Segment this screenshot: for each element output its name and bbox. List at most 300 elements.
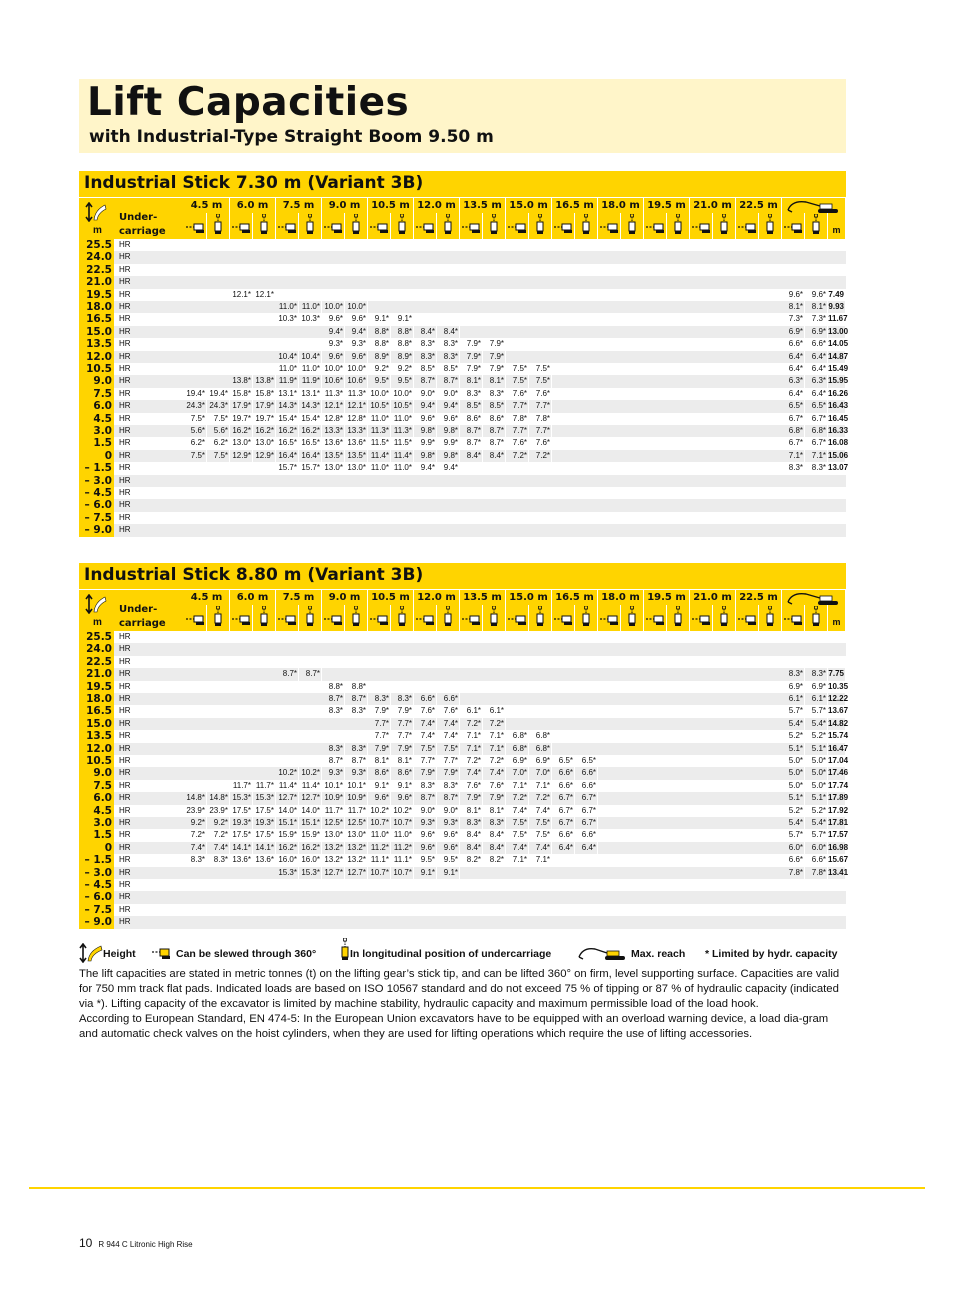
- capacity-slewed: 7.9*: [460, 792, 483, 804]
- height-label: – 3.0: [79, 867, 114, 879]
- longitudinal-header: [759, 213, 782, 239]
- capacity-longitudinal: 7.9*: [483, 338, 506, 350]
- longitudinal-icon: [766, 606, 774, 626]
- capacity-longitudinal: 7.2*: [529, 792, 552, 804]
- slew-icon: [186, 615, 206, 626]
- capacity-slewed: 7.7*: [414, 755, 437, 767]
- capacity-slewed: 8.4*: [460, 842, 483, 854]
- capacity-longitudinal: 5.6*: [207, 425, 230, 437]
- capacity-longitudinal: 9.5*: [437, 854, 460, 866]
- slew-header: [368, 213, 391, 239]
- capacity-slewed: 7.7*: [368, 730, 391, 742]
- max-reach-value: 15.06: [828, 450, 846, 462]
- note-paragraph-2: According to European Standard, EN 474-5: In the European Union excavators have to be equipped with an overload warning device, a load dia-gram and automatic check valves on the hoist cylinders, when they are used for lifting operations which require the use of lifting accessories.: [79, 1013, 829, 1040]
- longitudinal-header: [621, 605, 644, 631]
- capacity-slewed: 8.7*: [414, 375, 437, 387]
- slew-header: [460, 213, 483, 239]
- longitudinal-header: [805, 213, 828, 239]
- capacity-slewed: 9.6*: [368, 792, 391, 804]
- max-reach-value: 14.82: [828, 718, 846, 730]
- capacity-longitudinal: 7.6*: [529, 437, 552, 449]
- longitudinal-icon: [628, 606, 636, 626]
- capacity-cells: [184, 854, 849, 866]
- capacity-slewed: 8.6*: [460, 413, 483, 425]
- reach-unit: m: [828, 605, 846, 631]
- table-row: [79, 400, 849, 413]
- capacity-slewed: 16.5*: [276, 437, 299, 449]
- capacity-longitudinal: 8.3*: [345, 743, 368, 755]
- capacity-slewed: 7.4*: [506, 842, 529, 854]
- capacity-cells: [184, 400, 849, 412]
- capacity-cells: [184, 755, 849, 767]
- capacity-slewed: 9.6*: [322, 313, 345, 325]
- max-reach-value: 16.08: [828, 437, 846, 449]
- table-corner-header: [79, 590, 184, 631]
- max-reach-value: 15.67: [828, 854, 846, 866]
- capacity-longitudinal: 13.0*: [345, 829, 368, 841]
- slew-header: [506, 605, 529, 631]
- capacity-slewed: 9.1*: [368, 313, 391, 325]
- undercarriage-label: HR: [114, 524, 184, 536]
- capacity-longitudinal: 15.4*: [299, 413, 322, 425]
- max-reach-value: 13.67: [828, 705, 846, 717]
- table-row: [79, 916, 846, 928]
- longitudinal-header: [299, 213, 322, 239]
- capacity-slewed: 10.0*: [368, 388, 391, 400]
- undercarriage-header-line2: carriage: [119, 226, 166, 237]
- undercarriage-header: [119, 211, 166, 239]
- capacity-longitudinal: 9.2*: [207, 817, 230, 829]
- max-capacity-longitudinal: 6.5*: [805, 400, 828, 412]
- capacity-slewed: 8.7*: [276, 668, 299, 680]
- radius-header: 9.0 m: [322, 198, 368, 213]
- max-capacity-longitudinal: 5.2*: [805, 730, 828, 742]
- max-capacity-slewed: 5.4*: [782, 718, 805, 730]
- capacity-slewed: 6.6*: [552, 829, 575, 841]
- longitudinal-header: [621, 213, 644, 239]
- capacity-slewed: 12.7*: [322, 867, 345, 879]
- slew-header: [368, 605, 391, 631]
- max-capacity-longitudinal: 6.6*: [805, 854, 828, 866]
- capacity-slewed: 8.1*: [460, 375, 483, 387]
- undercarriage-label: HR: [114, 251, 184, 263]
- capacity-slewed: 8.3*: [414, 780, 437, 792]
- table-row: [79, 904, 846, 916]
- capacity-longitudinal: 7.1*: [529, 780, 552, 792]
- radius-header: 6.0 m: [230, 198, 276, 213]
- table-row: [79, 891, 846, 903]
- capacity-longitudinal: 7.9*: [483, 792, 506, 804]
- table-row: [79, 792, 849, 805]
- table-row: [79, 313, 846, 325]
- capacity-longitudinal: 9.2*: [391, 363, 414, 375]
- capacity-longitudinal: 7.4*: [437, 730, 460, 742]
- capacity-cells: [184, 767, 849, 779]
- capacity-longitudinal: 13.3*: [345, 425, 368, 437]
- capacity-cells: [184, 524, 846, 536]
- capacity-longitudinal: 7.5*: [529, 817, 552, 829]
- longitudinal-header: [345, 213, 368, 239]
- height-label: 16.5: [79, 313, 114, 325]
- capacity-slewed: 11.1*: [368, 854, 391, 866]
- max-capacity-slewed: 9.6*: [782, 289, 805, 301]
- height-label: 7.5: [79, 780, 114, 792]
- undercarriage-label: HR: [119, 388, 131, 398]
- capacity-slewed: 8.1*: [460, 805, 483, 817]
- capacity-slewed: 9.0*: [414, 805, 437, 817]
- max-capacity-longitudinal: 5.4*: [805, 718, 828, 730]
- capacity-slewed: 12.8*: [322, 413, 345, 425]
- capacity-longitudinal: 7.2*: [529, 450, 552, 462]
- capacity-slewed: 7.9*: [368, 743, 391, 755]
- max-capacity-longitudinal: 6.9*: [805, 681, 828, 693]
- max-capacity-slewed: 5.2*: [782, 805, 805, 817]
- capacity-slewed: 11.0*: [368, 462, 391, 474]
- table-row: [79, 449, 849, 462]
- capacity-slewed: 8.7*: [460, 425, 483, 437]
- max-capacity-slewed: 6.1*: [782, 693, 805, 705]
- max-capacity-longitudinal: 5.7*: [805, 829, 828, 841]
- longitudinal-header: [759, 605, 782, 631]
- capacity-slewed: 12.5*: [322, 817, 345, 829]
- capacity-slewed: 7.2*: [460, 718, 483, 730]
- capacity-slewed: 7.4*: [414, 730, 437, 742]
- capacity-slewed: 7.7*: [368, 718, 391, 730]
- capacity-longitudinal: 11.3*: [345, 388, 368, 400]
- radius-header: 19.5 m: [644, 198, 690, 213]
- capacity-cells: [184, 239, 846, 251]
- slew-icon: [278, 223, 298, 234]
- max-capacity-longitudinal: 5.1*: [805, 743, 828, 755]
- table-row: [79, 841, 849, 854]
- capacity-longitudinal: 7.7*: [437, 755, 460, 767]
- capacity-longitudinal: 19.4*: [207, 388, 230, 400]
- slew-icon: [692, 615, 712, 626]
- max-capacity-longitudinal: 8.1*: [805, 301, 828, 313]
- height-label: 4.5: [79, 413, 114, 425]
- undercarriage-label: HR: [114, 817, 184, 829]
- table-row: [79, 387, 849, 400]
- capacity-slewed: 8.7*: [414, 792, 437, 804]
- capacity-longitudinal: 16.2*: [253, 425, 276, 437]
- capacity-slewed: 11.0*: [276, 363, 299, 375]
- undercarriage-label: HR: [119, 830, 131, 840]
- height-label: 13.5: [79, 730, 114, 742]
- capacity-slewed: 7.2*: [460, 755, 483, 767]
- capacity-longitudinal: 11.7*: [345, 805, 368, 817]
- capacity-slewed: 10.1*: [322, 780, 345, 792]
- max-reach-icon: [577, 945, 627, 960]
- capacity-slewed: 16.2*: [276, 842, 299, 854]
- capacity-longitudinal: 9.8*: [437, 425, 460, 437]
- capacity-longitudinal: 6.6*: [437, 693, 460, 705]
- longitudinal-icon: [536, 214, 544, 234]
- capacity-longitudinal: 10.3*: [299, 313, 322, 325]
- table-row: [79, 866, 849, 879]
- table-row: [79, 804, 849, 817]
- undercarriage-label: HR: [119, 339, 131, 349]
- undercarriage-label: HR: [114, 276, 184, 288]
- max-capacity-longitudinal: 6.6*: [805, 338, 828, 350]
- capacity-cells: [184, 643, 846, 655]
- radius-header: 4.5 m: [184, 590, 230, 605]
- longitudinal-icon: [812, 606, 820, 626]
- capacity-slewed: 9.9*: [414, 437, 437, 449]
- height-label: 25.5: [79, 239, 114, 251]
- capacity-slewed: 13.2*: [322, 854, 345, 866]
- max-reach-value: 13.41: [828, 867, 846, 879]
- capacity-longitudinal: 10.7*: [391, 817, 414, 829]
- capacity-slewed: 6.6*: [414, 693, 437, 705]
- capacity-slewed: 9.1*: [368, 780, 391, 792]
- capacity-cells: [184, 879, 846, 891]
- height-label: – 4.5: [79, 879, 114, 891]
- capacity-longitudinal: 9.6*: [437, 842, 460, 854]
- capacity-longitudinal: 9.4*: [345, 326, 368, 338]
- capacity-longitudinal: 10.0*: [391, 388, 414, 400]
- capacity-longitudinal: 7.6*: [529, 388, 552, 400]
- capacity-longitudinal: 13.2*: [345, 842, 368, 854]
- capacity-slewed: 9.1*: [414, 867, 437, 879]
- height-label: 21.0: [79, 668, 114, 680]
- capacity-longitudinal: 8.4*: [437, 326, 460, 338]
- capacity-slewed: 8.3*: [460, 817, 483, 829]
- note-paragraph-1: The lift capacities are stated in metric tonnes (t) on the lifting gear’s stick tip, and can be lifted 360° on firm, level supporting surface. Capacities are valid for 750 mm track flat pads. Indicated loads are based on ISO 10567 standard and do not exceed 75 % of tipping or 87 % of hydraulic capacity (indicated via *). Lifting capacity of the excavator is limited by machine stability, hydraulic capacity and maximum permissible load of the load hook.: [79, 968, 840, 1010]
- capacity-slewed: 17.5*: [230, 829, 253, 841]
- slew-icon: [370, 615, 390, 626]
- capacity-slewed: 9.8*: [414, 450, 437, 462]
- slew-header: [552, 605, 575, 631]
- capacity-longitudinal: 8.8*: [345, 681, 368, 693]
- longitudinal-icon: [352, 606, 360, 626]
- capacity-slewed: 14.3*: [276, 400, 299, 412]
- capacity-slewed: 9.3*: [322, 338, 345, 350]
- capacity-slewed: 9.3*: [322, 767, 345, 779]
- height-label: 12.0: [79, 351, 114, 363]
- max-capacity-slewed: 6.8*: [782, 425, 805, 437]
- table-row: [79, 829, 849, 842]
- capacity-longitudinal: 10.2*: [299, 767, 322, 779]
- capacity-slewed: 11.3*: [322, 388, 345, 400]
- height-label: – 4.5: [79, 487, 114, 499]
- capacity-longitudinal: 9.1*: [391, 780, 414, 792]
- max-reach-value: 9.93: [828, 301, 846, 313]
- radius-header: 16.5 m: [552, 198, 598, 213]
- longitudinal-header: [713, 605, 736, 631]
- capacity-slewed: 8.7*: [460, 437, 483, 449]
- capacity-slewed: 8.3*: [414, 338, 437, 350]
- capacity-longitudinal: 11.3*: [391, 425, 414, 437]
- capacity-longitudinal: 8.4*: [483, 450, 506, 462]
- capacity-longitudinal: 11.5*: [391, 437, 414, 449]
- height-label: 24.0: [79, 251, 114, 263]
- capacity-cells: [184, 499, 846, 511]
- capacity-slewed: 8.9*: [368, 351, 391, 363]
- table-heading: Industrial Stick 8.80 m (Variant 3B): [84, 565, 424, 585]
- capacity-longitudinal: 12.9*: [253, 450, 276, 462]
- undercarriage-label: HR: [119, 289, 131, 299]
- capacity-longitudinal: 9.4*: [437, 400, 460, 412]
- capacity-longitudinal: 6.8*: [529, 743, 552, 755]
- capacity-longitudinal: 8.3*: [483, 388, 506, 400]
- undercarriage-label: HR: [119, 488, 131, 497]
- max-capacity-slewed: 6.9*: [782, 326, 805, 338]
- capacity-longitudinal: 12.1*: [253, 289, 276, 301]
- capacity-slewed: 17.9*: [230, 400, 253, 412]
- undercarriage-label: HR: [114, 693, 184, 705]
- capacity-slewed: 9.6*: [414, 413, 437, 425]
- slew-icon: [370, 223, 390, 234]
- slew-icon: [600, 615, 620, 626]
- capacity-cells: [184, 718, 849, 730]
- capacity-slewed: 6.4*: [552, 842, 575, 854]
- undercarriage-label: HR: [114, 743, 184, 755]
- capacity-slewed: 7.6*: [414, 705, 437, 717]
- undercarriage-label: HR: [114, 891, 184, 903]
- capacity-slewed: 8.3*: [368, 693, 391, 705]
- slew-icon: [508, 615, 528, 626]
- slew-icon: [232, 615, 252, 626]
- max-capacity-slewed: 5.7*: [782, 829, 805, 841]
- capacity-longitudinal: 8.7*: [299, 668, 322, 680]
- max-capacity-longitudinal: 5.7*: [805, 705, 828, 717]
- capacity-longitudinal: 10.4*: [299, 351, 322, 363]
- capacity-longitudinal: 15.3*: [253, 792, 276, 804]
- longitudinal-icon: [582, 214, 590, 234]
- capacity-cells: [184, 375, 849, 387]
- capacity-slewed: 11.0*: [368, 829, 391, 841]
- capacity-longitudinal: 8.1*: [391, 755, 414, 767]
- undercarriage-label: HR: [119, 656, 131, 666]
- capacity-slewed: 12.9*: [230, 450, 253, 462]
- longitudinal-header: [713, 213, 736, 239]
- undercarriage-label: HR: [114, 475, 184, 487]
- max-capacity-longitudinal: 7.3*: [805, 313, 828, 325]
- capacity-longitudinal: 7.7*: [391, 730, 414, 742]
- longitudinal-icon: [766, 214, 774, 234]
- capacity-longitudinal: 17.9*: [253, 400, 276, 412]
- capacity-longitudinal: 19.3*: [253, 817, 276, 829]
- longitudinal-icon: [674, 606, 682, 626]
- undercarriage-label: HR: [114, 326, 184, 338]
- capacity-longitudinal: 11.0*: [391, 413, 414, 425]
- max-reach-value: 17.89: [828, 792, 846, 804]
- height-label: – 1.5: [79, 462, 114, 474]
- longitudinal-icon: [341, 938, 349, 960]
- capacity-longitudinal: 8.1*: [483, 805, 506, 817]
- capacity-longitudinal: 8.7*: [437, 792, 460, 804]
- capacity-slewed: 10.0*: [322, 363, 345, 375]
- capacity-longitudinal: 7.1*: [483, 730, 506, 742]
- capacity-slewed: 15.4*: [276, 413, 299, 425]
- table-row: [79, 512, 846, 524]
- capacity-cells: [184, 656, 846, 668]
- capacity-slewed: 6.2*: [184, 437, 207, 449]
- capacity-longitudinal: 7.4*: [529, 805, 552, 817]
- capacity-longitudinal: 9.6*: [345, 313, 368, 325]
- max-reach-value: 17.04: [828, 755, 846, 767]
- capacity-longitudinal: 8.8*: [391, 338, 414, 350]
- capacity-slewed: 13.5*: [322, 450, 345, 462]
- capacity-cells: [184, 276, 846, 288]
- radius-header: 18.0 m: [598, 590, 644, 605]
- height-label: 1.5: [79, 437, 114, 449]
- capacity-slewed: 10.3*: [276, 313, 299, 325]
- capacity-longitudinal: 9.6*: [345, 351, 368, 363]
- radius-header: 16.5 m: [552, 590, 598, 605]
- table-row: [79, 668, 846, 680]
- longitudinal-header: [253, 605, 276, 631]
- capacity-slewed: 11.4*: [368, 450, 391, 462]
- max-capacity-longitudinal: 5.0*: [805, 767, 828, 779]
- undercarriage-label: HR: [114, 400, 184, 412]
- capacity-slewed: 7.0*: [506, 767, 529, 779]
- slew-header: [736, 213, 759, 239]
- table-row: [79, 425, 849, 437]
- capacity-slewed: 7.7*: [506, 400, 529, 412]
- capacity-longitudinal: 14.1*: [253, 842, 276, 854]
- capacity-longitudinal: 8.7*: [483, 425, 506, 437]
- capacity-longitudinal: 16.5*: [299, 437, 322, 449]
- capacity-longitudinal: 10.2*: [391, 805, 414, 817]
- table-row: [79, 680, 849, 693]
- max-capacity-slewed: 6.6*: [782, 338, 805, 350]
- slew-icon: [232, 223, 252, 234]
- capacity-longitudinal: 12.8*: [345, 413, 368, 425]
- capacity-longitudinal: 13.1*: [299, 388, 322, 400]
- max-reach-value: 13.07: [828, 462, 846, 474]
- capacity-cells: [184, 338, 849, 350]
- table-row: [79, 487, 846, 499]
- capacity-slewed: 19.3*: [230, 817, 253, 829]
- height-label: 15.0: [79, 326, 114, 338]
- table-row: [79, 755, 849, 767]
- capacity-slewed: 6.7*: [552, 805, 575, 817]
- capacity-longitudinal: 9.0*: [437, 805, 460, 817]
- capacity-longitudinal: 17.5*: [253, 805, 276, 817]
- capacity-slewed: 7.4*: [414, 718, 437, 730]
- max-reach-value: 13.00: [828, 326, 846, 338]
- height-label: 22.5: [79, 264, 114, 276]
- capacity-cells: [184, 916, 846, 928]
- max-reach-value: 16.47: [828, 743, 846, 755]
- longitudinal-icon: [444, 606, 452, 626]
- capacity-cells: [184, 668, 846, 680]
- capacity-longitudinal: 7.9*: [483, 351, 506, 363]
- table-row: [79, 276, 846, 288]
- radius-header: 4.5 m: [184, 198, 230, 213]
- undercarriage-label: HR: [114, 718, 184, 730]
- capacity-cells: [184, 251, 846, 263]
- capacity-cells: [184, 289, 846, 301]
- capacity-slewed: 11.3*: [368, 425, 391, 437]
- capacity-slewed: 8.2*: [460, 854, 483, 866]
- capacity-longitudinal: 7.8*: [529, 413, 552, 425]
- capacity-longitudinal: 7.7*: [529, 400, 552, 412]
- capacity-slewed: 16.0*: [276, 854, 299, 866]
- page-subtitle: with Industrial-Type Straight Boom 9.50 m: [89, 127, 494, 147]
- capacity-longitudinal: 7.5*: [529, 363, 552, 375]
- max-reach-value: 7.75: [828, 668, 846, 680]
- capacity-longitudinal: 8.5*: [483, 400, 506, 412]
- max-capacity-slewed: 7.1*: [782, 450, 805, 462]
- longitudinal-icon: [582, 606, 590, 626]
- slew-header: [736, 605, 759, 631]
- table-row: [79, 643, 846, 655]
- max-capacity-slewed: 6.3*: [782, 375, 805, 387]
- longitudinal-icon: [398, 606, 406, 626]
- capacity-cells: [184, 462, 849, 474]
